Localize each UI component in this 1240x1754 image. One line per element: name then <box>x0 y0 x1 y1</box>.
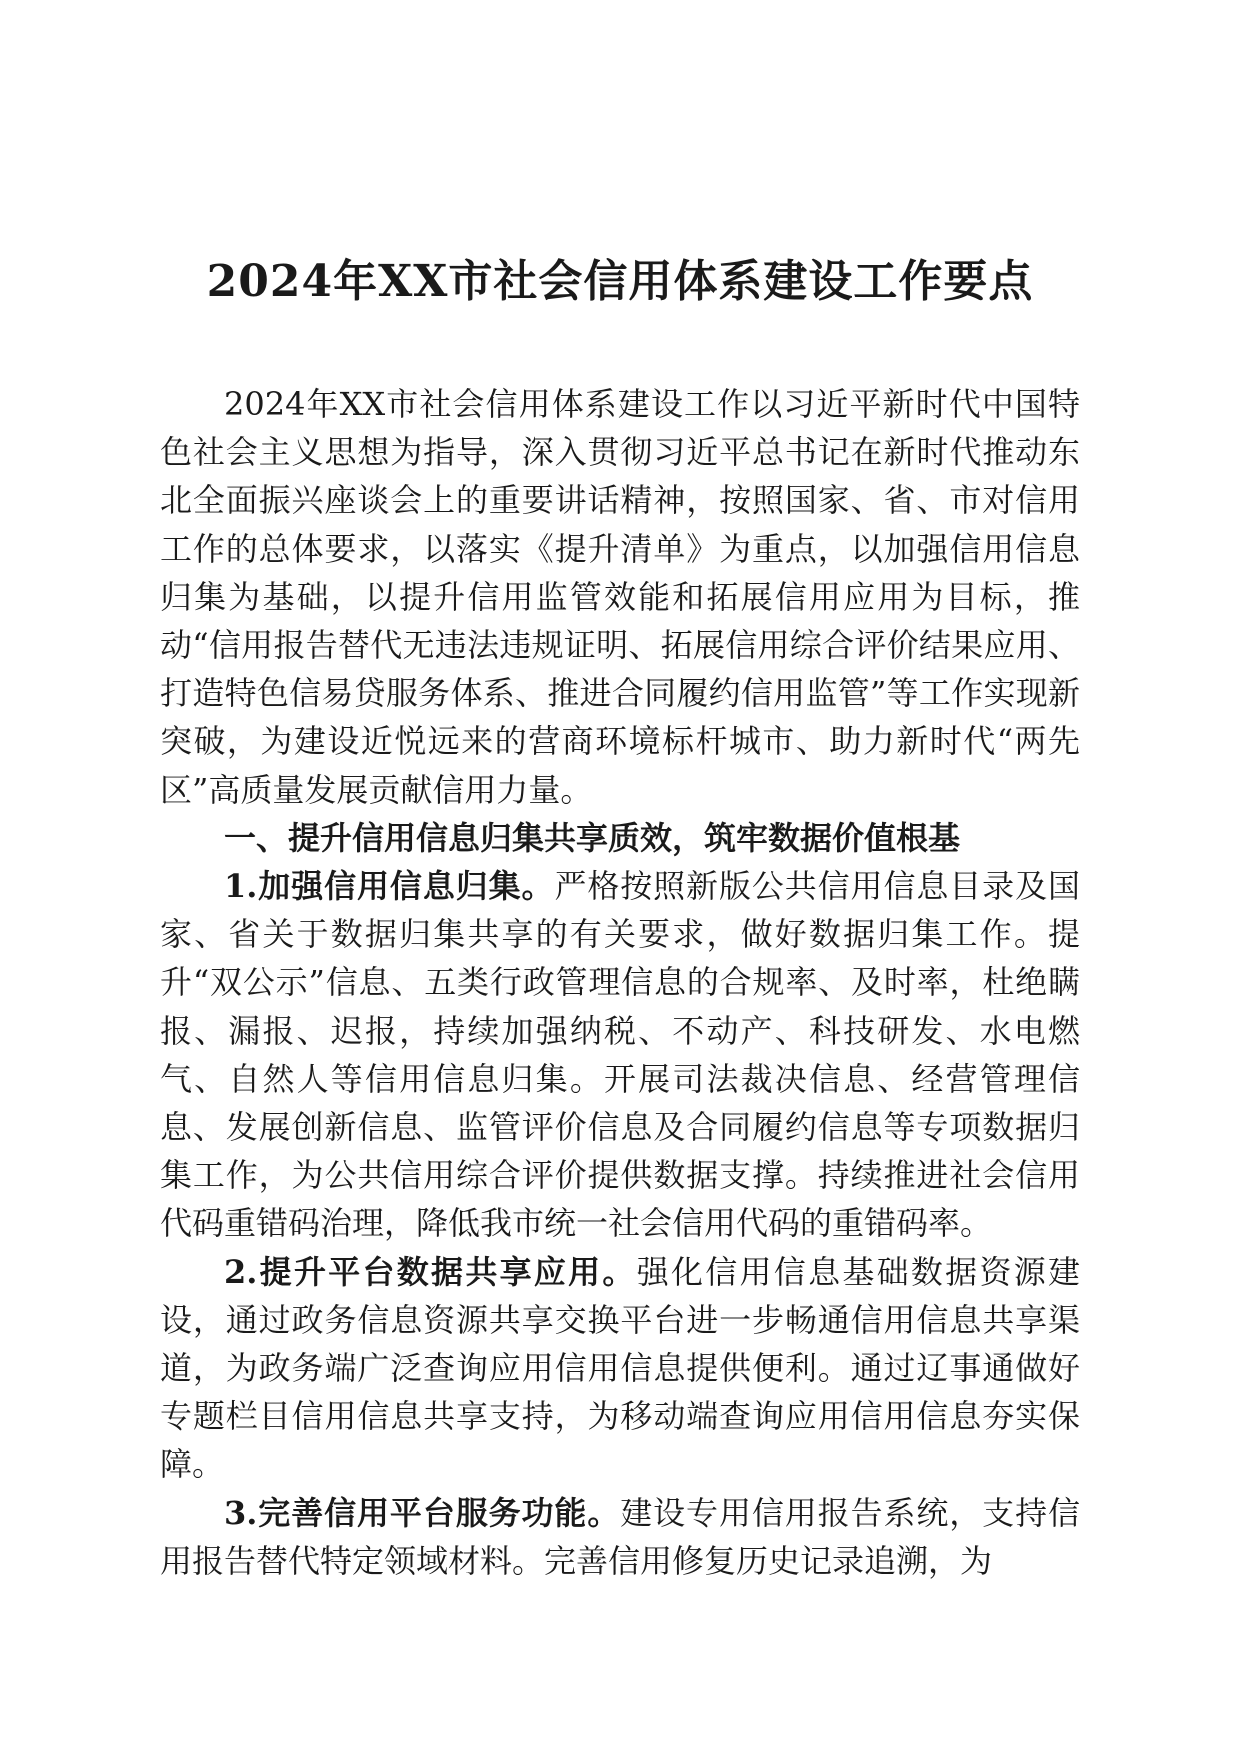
document-title: 2024年XX市社会信用体系建设工作要点 <box>206 256 1034 307</box>
intro-paragraph: 2024年XX市社会信用体系建设工作以习近平新时代中国特色社会主义思想为指导，深入贯彻习近平总书记在新时代推动东北全面振兴座谈会上的重要讲话精神，按照国家、省、市对信用工作的总体要求，以落实《提升清单》为重点，以加强信用信息归集为基础，以提升信用监管效能和拓展信用应用为目标，推动“信用报告替代无违法违规证明、拓展信用综合评价结果应用、打造特色信易贷服务体系、推进合同履约信用监管”等工作实现新突破，为建设近悦远来的营商环境标杆城市、助力新时代“两先区”高质量发展贡献信用力量。 <box>160 385 1080 809</box>
item-text-3: 建设专用信用报告系统，支持信用报告替代特定领域材料。完善信用修复历史记录追溯，为 <box>160 1493 1080 1580</box>
item-lead-3: 3.完善信用平台服务功能。 <box>224 1493 621 1532</box>
item-lead-2: 2.提升平台数据共享应用。 <box>224 1252 637 1291</box>
item-text-1: 严格按照新版公共信用信息目录及国家、省关于数据归集共享的有关要求，做好数据归集工作。提升“双公示”信息、五类行政管理信息的合规率、及时率，杜绝瞒报、漏报、迟报，持续加强纳税、不动产、科技研发、水电燃气、自然人等信用信息归集。开展司法裁决信息、经营管理信息、发展创新信息、监管评价信息及合同履约信息等专项数据归集工作，为公共信用综合评价提供数据支撑。持续推进社会信用代码重错码治理，降低我市统一社会信用代码的重错码率。 <box>160 867 1080 1243</box>
item-text-2: 强化信用信息基础数据资源建设，通过政务信息资源共享交换平台进一步畅通信用信息共享渠道，为政务端广泛查询应用信用信息提供便利。通过辽事通做好专题栏目信用信息共享支持，为移动端查询应用信用信息夯实保障。 <box>160 1252 1080 1484</box>
item-paragraph-2 <box>160 1248 1080 1489</box>
section-heading: 一、提升信用信息归集共享质效，筑牢数据价值根基 <box>224 818 961 857</box>
item-paragraph-3 <box>160 1489 1080 1585</box>
item-paragraph-1 <box>160 862 1080 1248</box>
item-lead-1: 1.加强信用信息归集。 <box>224 867 555 906</box>
document-body <box>160 380 1080 1585</box>
